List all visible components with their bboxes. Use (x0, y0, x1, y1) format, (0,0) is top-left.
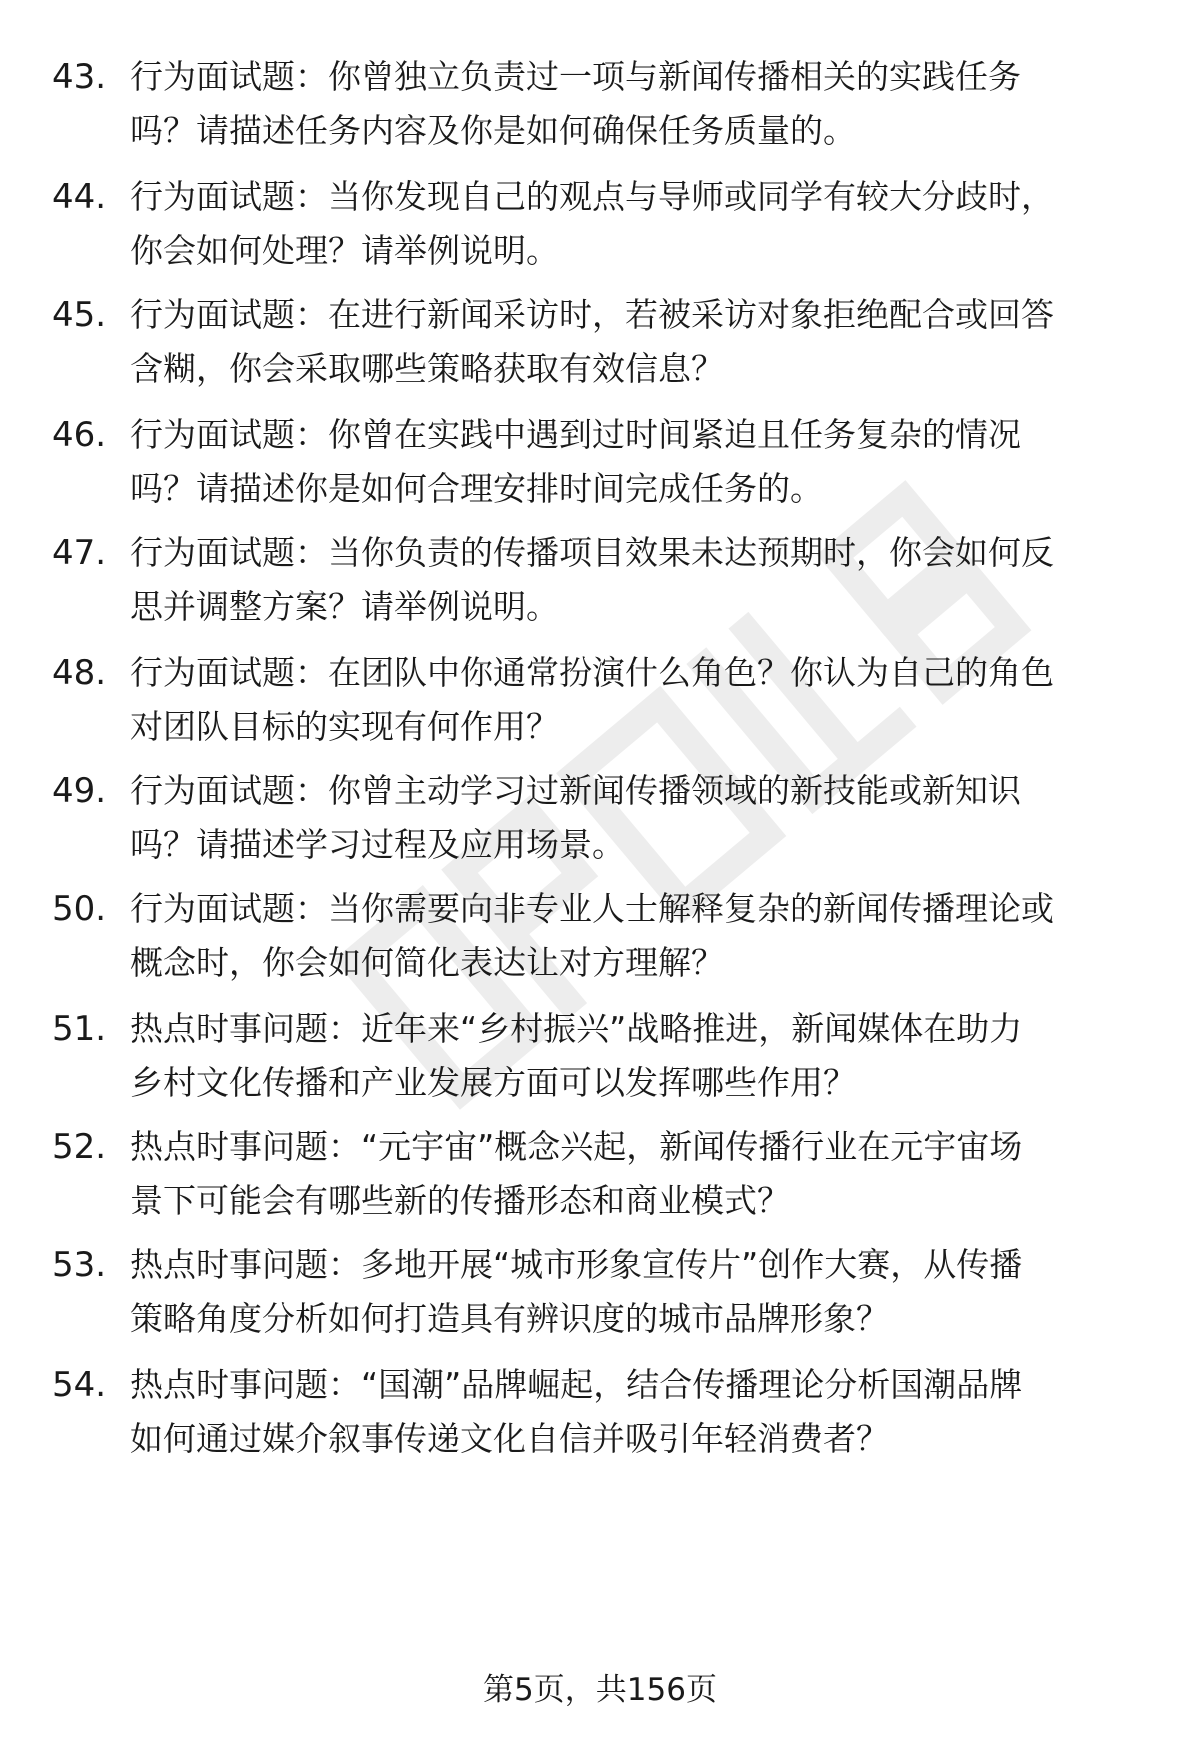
question-text-line: 对团队目标的实现有何作用？ (130, 707, 559, 746)
question-text-line: 策略角度分析如何打造具有辨识度的城市品牌形象？ (130, 1299, 889, 1338)
question-text-line: 含糊，你会采取哪些策略获取有效信息？ (130, 349, 724, 388)
question-number: 45. (52, 295, 107, 335)
question-item (0, 528, 1200, 638)
question-text-line: 吗？请描述学习过程及应用场景。 (130, 825, 625, 864)
question-item (0, 1240, 1200, 1350)
question-item (0, 884, 1200, 994)
question-text-line: 行为面试题：你曾主动学习过新闻传播领域的新技能或新知识 (130, 771, 1021, 810)
page-number: 第5页，共156页 (483, 1672, 717, 1708)
question-number: 51. (52, 1009, 107, 1049)
question-text-line: 吗？请描述任务内容及你是如何确保任务质量的。 (130, 111, 856, 150)
question-text-line: 行为面试题：在团队中你通常扮演什么角色？你认为自己的角色 (130, 653, 1054, 692)
question-text-line: 概念时，你会如何简化表达让对方理解？ (130, 943, 724, 982)
question-number: 43. (52, 57, 107, 97)
question-text-line: 行为面试题：你曾独立负责过一项与新闻传播相关的实践任务 (130, 57, 1021, 96)
question-item (0, 1122, 1200, 1232)
question-text-line: 吗？请描述你是如何合理安排时间完成任务的。 (130, 469, 823, 508)
question-text-line: 行为面试题：在进行新闻采访时，若被采访对象拒绝配合或回答 (130, 295, 1054, 334)
question-number: 48. (52, 653, 107, 693)
question-number: 52. (52, 1127, 107, 1167)
question-item (0, 52, 1200, 162)
question-item (0, 290, 1200, 400)
question-item (0, 648, 1200, 758)
question-text-line: 热点时事问题：“国潮”品牌崛起，结合传播理论分析国潮品牌 (130, 1365, 1023, 1404)
question-text-line: 行为面试题：当你需要向非专业人士解释复杂的新闻传播理论或 (130, 889, 1054, 928)
question-text-line: 热点时事问题：近年来“乡村振兴”战略推进，新闻媒体在助力 (130, 1009, 1023, 1048)
question-number: 44. (52, 177, 107, 217)
question-text-line: 行为面试题：当你负责的传播项目效果未达预期时，你会如何反 (130, 533, 1054, 572)
question-item (0, 410, 1200, 520)
question-number: 46. (52, 415, 107, 455)
question-number: 49. (52, 771, 107, 811)
question-item (0, 1004, 1200, 1114)
question-number: 53. (52, 1245, 107, 1285)
question-text-line: 你会如何处理？请举例说明。 (130, 231, 559, 270)
question-item (0, 766, 1200, 876)
question-text-line: 如何通过媒介叙事传递文化自信并吸引年轻消费者？ (130, 1419, 889, 1458)
question-text-line: 热点时事问题：“元宇宙”概念兴起，新闻传播行业在元宇宙场 (130, 1127, 1023, 1166)
question-text-line: 热点时事问题：多地开展“城市形象宣传片”创作大赛，从传播 (130, 1245, 1023, 1284)
question-text-line: 乡村文化传播和产业发展方面可以发挥哪些作用？ (130, 1063, 856, 1102)
question-number: 54. (52, 1365, 107, 1405)
question-item (0, 1360, 1200, 1470)
question-number: 47. (52, 533, 107, 573)
question-text-line: 行为面试题：当你发现自己的观点与导师或同学有较大分歧时， (130, 177, 1054, 216)
question-item (0, 172, 1200, 282)
question-text-line: 思并调整方案？请举例说明。 (130, 587, 559, 626)
question-number: 50. (52, 889, 107, 929)
question-text-line: 景下可能会有哪些新的传播形态和商业模式？ (130, 1181, 790, 1220)
question-text-line: 行为面试题：你曾在实践中遇到过时间紧迫且任务复杂的情况 (130, 415, 1021, 454)
